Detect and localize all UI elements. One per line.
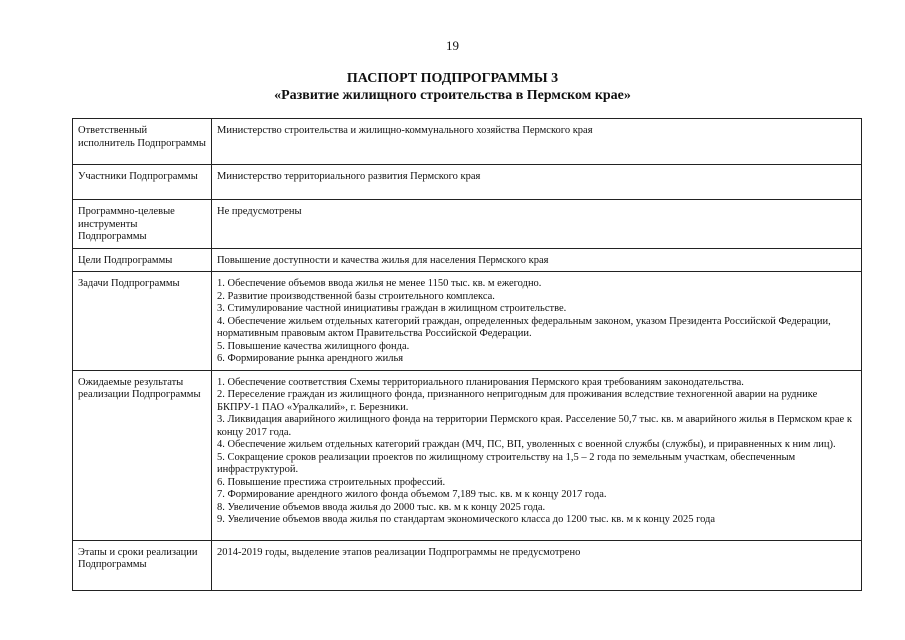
value-item: 5. Сокращение сроков реализации проектов по жилищному строительству на 1,5 – 2 года по земельным участкам, обеспеченным инфраструктурой. — [217, 451, 796, 475]
value-item: 1. Обеспечение соответствия Схемы территориального планирования Пермского края требованиям законодательства. — [217, 376, 744, 388]
row-value — [212, 540, 862, 590]
row-label: Участники Подпрограммы — [73, 165, 212, 200]
passport-table-body — [73, 119, 862, 591]
value-item: 4. Обеспечение жильем отдельных категорий граждан, определенных федеральным законом, указом Президента Российской Федерации, нормативным правовым актом Правительства Российской Федерации. — [217, 315, 831, 339]
value-item: 2014-2019 годы, выделение этапов реализации Подпрограммы не предусмотрено — [217, 546, 581, 558]
value-item: 3. Стимулирование частной инициативы граждан в жилищном строительстве. — [217, 303, 567, 314]
value-item: 6. Формирование рынка арендного жилья — [217, 353, 404, 364]
value-item: Министерство строительства и жилищно-коммунального хозяйства Пермского края — [217, 125, 593, 136]
passport-row — [73, 272, 862, 371]
row-value — [212, 272, 862, 371]
row-value — [212, 370, 862, 540]
value-item: Не предусмотрены — [217, 206, 302, 217]
row-label: Программно-целевые инструменты Подпрограммы — [73, 200, 212, 249]
title-line-1: ПАСПОРТ ПОДПРОГРАММЫ 3 — [346, 71, 559, 86]
row-label: Этапы и сроки реализации Подпрограммы — [73, 540, 212, 590]
row-value — [212, 248, 862, 272]
value-item: 9. Увеличение объемов ввода жилья по стандартам экономического класса до 1200 тыс. кв. м к концу 2025 года — [217, 514, 716, 525]
row-value — [212, 200, 862, 249]
document-title — [0, 70, 905, 104]
passport-row — [73, 200, 862, 249]
value-item: 2. Переселение граждан из жилищного фонда, признанного непригодным для проживания вследствие техногенной аварии на руднике БКПРУ-1 ПАО «Уралкалий», г. Березники. — [217, 389, 818, 413]
value-item: Повышение доступности и качества жилья для населения Пермского края — [217, 254, 549, 266]
row-label: Задачи Подпрограммы — [73, 272, 212, 371]
passport-table — [72, 118, 862, 591]
value-item: 2. Развитие производственной базы строительного комплекса. — [217, 290, 495, 302]
passport-row — [73, 119, 862, 165]
value-item: 6. Повышение престижа строительных профессий. — [217, 476, 446, 488]
value-item: 1. Обеспечение объемов ввода жилья не менее 1150 тыс. кв. м ежегодно. — [217, 278, 542, 289]
row-value — [212, 165, 862, 200]
row-label: Ожидаемые результаты реализации Подпрограммы — [73, 370, 212, 540]
value-item: 3. Ликвидация аварийного жилищного фонда на территории Пермского края. Расселение 50,7 тыс. кв. м аварийного жилья в Пермском крае к концу 2017 года. — [217, 414, 852, 438]
passport-row — [73, 540, 862, 590]
row-label: Ответственный исполнитель Подпрограммы — [73, 119, 212, 165]
value-item: 7. Формирование арендного жилого фонда объемом 7,189 тыс. кв. м к концу 2017 года. — [217, 489, 607, 500]
passport-row — [73, 248, 862, 272]
passport-row — [73, 370, 862, 540]
row-value — [212, 119, 862, 165]
page-number: 19 — [446, 38, 459, 53]
title-line-2: «Развитие жилищного строительства в Пермском крае» — [274, 88, 631, 103]
row-label: Цели Подпрограммы — [73, 248, 212, 272]
value-item: 5. Повышение качества жилищного фонда. — [217, 340, 410, 352]
passport-row — [73, 165, 862, 200]
value-item: Министерство территориального развития Пермского края — [217, 171, 481, 182]
value-item: 4. Обеспечение жильем отдельных категорий граждан (МЧ, ПС, ВП, уволенных с военной службы (службы), и приравненных к ним лиц). — [217, 439, 836, 450]
value-item: 8. Увеличение объемов ввода жилья до 2000 тыс. кв. м к концу 2025 года. — [217, 501, 546, 513]
